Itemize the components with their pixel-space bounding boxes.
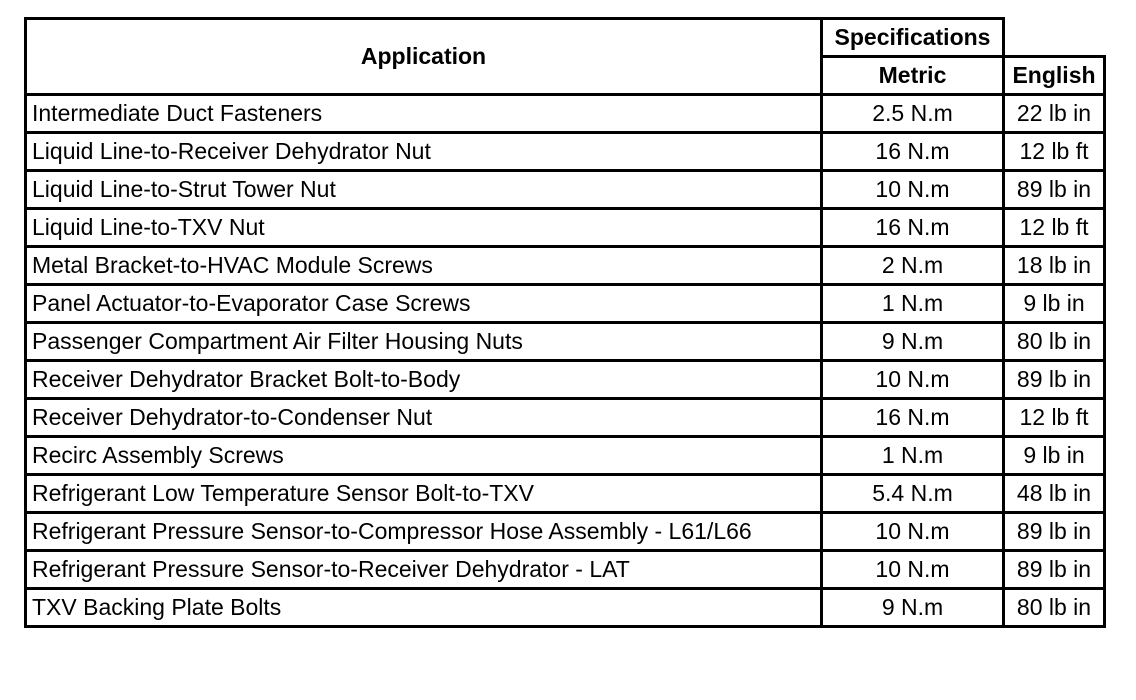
application-cell: Refrigerant Low Temperature Sensor Bolt-to-TXV <box>26 475 822 513</box>
metric-cell: 9 N.m <box>822 323 1004 361</box>
english-header: English <box>1004 57 1105 95</box>
application-cell: Liquid Line-to-TXV Nut <box>26 209 822 247</box>
metric-cell: 10 N.m <box>822 361 1004 399</box>
english-cell: 80 lb in <box>1004 323 1105 361</box>
application-cell: Intermediate Duct Fasteners <box>26 95 822 133</box>
table-row <box>26 589 1105 627</box>
application-cell: Panel Actuator-to-Evaporator Case Screws <box>26 285 822 323</box>
table-row <box>26 133 1105 171</box>
metric-cell: 1 N.m <box>822 285 1004 323</box>
english-cell: 18 lb in <box>1004 247 1105 285</box>
table-row <box>26 475 1105 513</box>
table-row <box>26 399 1105 437</box>
application-cell: Liquid Line-to-Receiver Dehydrator Nut <box>26 133 822 171</box>
table-row <box>26 323 1105 361</box>
metric-cell: 2 N.m <box>822 247 1004 285</box>
table-row <box>26 513 1105 551</box>
header-row-top <box>26 19 1105 57</box>
english-cell: 80 lb in <box>1004 589 1105 627</box>
metric-cell: 16 N.m <box>822 399 1004 437</box>
english-cell: 48 lb in <box>1004 475 1105 513</box>
english-cell: 89 lb in <box>1004 171 1105 209</box>
table-row <box>26 247 1105 285</box>
table-row <box>26 285 1105 323</box>
application-cell: Receiver Dehydrator Bracket Bolt-to-Body <box>26 361 822 399</box>
table-row <box>26 171 1105 209</box>
metric-cell: 9 N.m <box>822 589 1004 627</box>
english-cell: 22 lb in <box>1004 95 1105 133</box>
metric-cell: 10 N.m <box>822 551 1004 589</box>
specifications-header: Specifications <box>822 19 1004 57</box>
english-cell: 89 lb in <box>1004 513 1105 551</box>
english-cell: 12 lb ft <box>1004 399 1105 437</box>
application-cell: Refrigerant Pressure Sensor-to-Compressor Hose Assembly - L61/L66 <box>26 513 822 551</box>
application-cell: Passenger Compartment Air Filter Housing Nuts <box>26 323 822 361</box>
application-header: Application <box>26 19 822 95</box>
metric-header: Metric <box>822 57 1004 95</box>
table-row <box>26 361 1105 399</box>
metric-cell: 5.4 N.m <box>822 475 1004 513</box>
metric-cell: 16 N.m <box>822 209 1004 247</box>
metric-cell: 2.5 N.m <box>822 95 1004 133</box>
application-cell: Liquid Line-to-Strut Tower Nut <box>26 171 822 209</box>
table-row <box>26 95 1105 133</box>
table-row <box>26 551 1105 589</box>
torque-spec-table <box>24 17 1106 628</box>
spec-table-body <box>26 19 1105 627</box>
english-cell: 89 lb in <box>1004 551 1105 589</box>
metric-cell: 10 N.m <box>822 513 1004 551</box>
english-cell: 12 lb ft <box>1004 133 1105 171</box>
english-cell: 9 lb in <box>1004 437 1105 475</box>
metric-cell: 10 N.m <box>822 171 1004 209</box>
english-cell: 12 lb ft <box>1004 209 1105 247</box>
english-cell: 9 lb in <box>1004 285 1105 323</box>
english-cell: 89 lb in <box>1004 361 1105 399</box>
metric-cell: 16 N.m <box>822 133 1004 171</box>
application-cell: TXV Backing Plate Bolts <box>26 589 822 627</box>
application-cell: Metal Bracket-to-HVAC Module Screws <box>26 247 822 285</box>
table-row <box>26 437 1105 475</box>
application-cell: Receiver Dehydrator-to-Condenser Nut <box>26 399 822 437</box>
metric-cell: 1 N.m <box>822 437 1004 475</box>
application-cell: Refrigerant Pressure Sensor-to-Receiver Dehydrator - LAT <box>26 551 822 589</box>
blank-corner-cell <box>1004 19 1105 57</box>
table-row <box>26 209 1105 247</box>
application-cell: Recirc Assembly Screws <box>26 437 822 475</box>
